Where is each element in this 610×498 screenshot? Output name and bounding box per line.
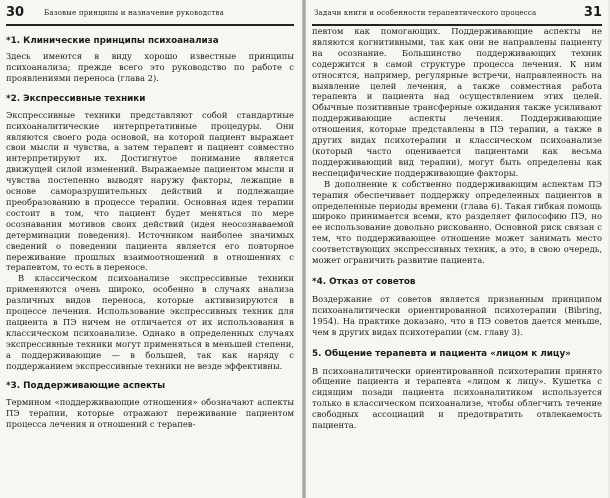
left-page — [0, 0, 302, 498]
right-page-number: 31 — [583, 5, 602, 20]
section-heading-refusal-of-advice: *4. Отказ от советов — [312, 276, 416, 287]
paragraph: певтом как помогающих. Поддерживающие аспекты не являются когнитивными, так как они не направлены пациенту на осознание. Большинство поддерживающих техник содержится в самой структуре процесса лечения. К ним относятся, например, регулярные встречи, направленность на выявление целей лечения, а также совместная работа терапевта и пациента над осуществлением этих целей. Обычные позитивные трансферные ожидания также усиливают поддерживающие аспекты лечения. Поддерживающие отношения, которые представлены в ПЭ терапии, а также в других видах психотерапии и классическом психоанализе (который часто оценивается пациентами как весьма поддерживающий вид терапии), могут быть определены как неспецифические поддерживающие факторы. — [312, 26, 602, 178]
paragraph: В классическом психоанализе экспрессивные техники применяются очень широко, особенно в случаях анализа различных видов переноса, которые активизируются в процессе лечения. Использование экспрессивных техник для пациента в ПЭ ничем не отличается от их использования в классическом психоанализе. Однако в определенных случаях экспрессивные техники могут применяться в меньшей степени, а поддерживающие — в большей, так как наряду с поддержанием экспрессивные техники не везде эффективны. — [6, 273, 294, 371]
section-heading-supportive-aspects: *3. Поддерживающие аспекты — [6, 381, 166, 392]
left-running-header — [6, 4, 294, 26]
right-page-content — [312, 26, 602, 431]
right-page — [306, 0, 608, 498]
section-heading-face-to-face: 5. Общение терапевта и пациента «лицом к лицу» — [312, 348, 571, 359]
left-running-title: Базовые принципы и назначение руководства — [44, 9, 224, 17]
paragraph: Здесь имеются в виду хорошо известные принципы психоанализа; прежде всего это руководство по работе с проявлениями переноса (глава 2). — [6, 51, 294, 83]
right-running-header — [312, 4, 602, 26]
section-heading-clinical-principles: *1. Клинические принципы психоанализа — [6, 36, 219, 46]
paragraph: Термином «поддерживающие отношения» обозначают аспекты ПЭ терапии, которые отражают переживание пациентом процесса лечения и отношений с терапев- — [6, 397, 294, 430]
right-running-title: Задачи книги и особенности терапевтического процесса — [314, 9, 537, 17]
paragraph: В психоаналитически ориентированной психотерапии принято общение пациента и терапевта «лицом к лицу». Кушетка с сидящим позади пациента психоаналитиком используется только в классическом психоанализе, чтобы облегчить течение свободных ассоциаций и предотвратить отвлекаемость пациента. — [312, 365, 602, 431]
paragraph: В дополнение к собственно поддерживающим аспектам ПЭ терапия обеспечивает поддержку определенных пациентов в определенные периоды времени (глава 6). Такая гибкая помощь широко принимается всеми, кто разделяет философию ПЭ, но ее использование довольно рискованно. Основной риск связан с тем, что поддерживающее отношение может занимать место соответствующих экспрессивных техник, а это, в свою очередь, может ограничить развитие пациента. — [312, 178, 602, 266]
left-page-number: 30 — [6, 5, 25, 20]
section-heading-expressive-techniques: *2. Экспрессивные техники — [6, 93, 146, 104]
paragraph: Воздержание от советов является признанным принципом психоаналитически ориентированной психотерапии (Bibring, 1954). На практике доказано, что в ПЭ советов дается меньше, чем в других видах психотерапии (см. главу 3). — [312, 293, 602, 337]
paragraph: Экспрессивные техники представляют собой стандартные психоаналитические интерпретативные процедуры. Они являются своего рода основой, на которой пациент выражает свои мысли и чувства, а затем терапевт и пациент совместно интерпретируют их. Достигнутое понимание является движущей силой изменений. Выражаемые пациентом мысли и чувства постепенно выводят наружу факторы, лежащие в основе саморазрушительных действий и подлежащие преобразованию в процессе терапии. Основная идея терапии состоит в том, что пациент будет меняться по мере осознавания мотивов своих действий (идея неосознаваемой детерминации поведения). Источником наиболее значимых сведений о поведении пациента является его повторное переживание прошлых взаимоотношений в отношениях с терапевтом, то есть в переносе. — [6, 109, 294, 273]
left-page-content — [6, 35, 294, 430]
